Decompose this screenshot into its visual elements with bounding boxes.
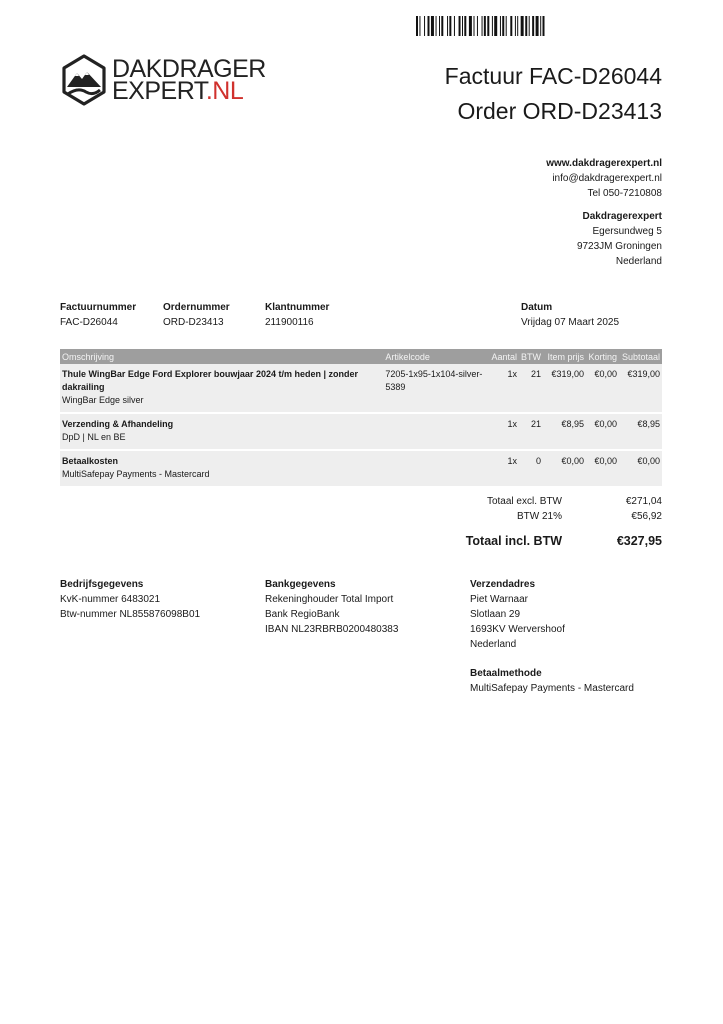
website-link[interactable]: www.dakdragerexpert.nl	[546, 158, 662, 169]
row-description	[60, 364, 383, 413]
contact-block	[546, 156, 662, 201]
row-subtotal: €8,95	[619, 413, 662, 450]
row-price: €319,00	[543, 364, 586, 413]
table-header-row	[60, 349, 662, 364]
sender-street: Egersundweg 5	[592, 226, 662, 237]
row-discount: €0,00	[586, 450, 619, 486]
row-code	[383, 450, 489, 486]
vat-value: €56,92	[631, 511, 662, 522]
items-table	[60, 349, 662, 486]
item-subtitle: MultiSafepay Payments - Mastercard	[62, 469, 210, 479]
meta-order-number	[163, 300, 230, 330]
meta-value: Vrijdag 07 Maart 2025	[521, 317, 620, 328]
totals-block	[412, 494, 662, 550]
order-title: Order ORD-D23413	[457, 98, 662, 124]
total-incl-row	[412, 532, 662, 550]
col-item-price: Item prijs	[543, 349, 586, 364]
vat-number: Btw-nummer NL855876098B01	[60, 609, 201, 620]
item-title: Betaalkosten	[62, 456, 119, 466]
item-title: Verzending & Afhandeling	[62, 419, 174, 429]
row-discount: €0,00	[586, 364, 619, 413]
bank-label: Bankgegevens	[265, 579, 336, 590]
col-discount: Korting	[586, 349, 619, 364]
row-price: €8,95	[543, 413, 586, 450]
logo-line2: EXPERT	[112, 77, 206, 105]
sender-country: Nederland	[615, 256, 662, 267]
meta-invoice-number	[60, 300, 136, 330]
shipping-address	[470, 577, 634, 696]
kvk-number: KvK-nummer 6483021	[60, 594, 161, 605]
row-code: 7205-1x95-1x104-silver-5389	[383, 364, 489, 413]
meta-label: Klantnummer	[265, 302, 330, 313]
row-vat: 21	[519, 364, 543, 413]
row-qty: 1x	[489, 450, 519, 486]
row-qty: 1x	[489, 364, 519, 413]
row-code	[383, 413, 489, 450]
shipping-country: Nederland	[470, 639, 517, 650]
table-row	[60, 413, 662, 450]
row-description	[60, 450, 383, 486]
bank-details	[265, 577, 398, 637]
vat-label: BTW 21%	[516, 511, 562, 522]
col-article-code: Artikelcode	[383, 349, 489, 364]
total-incl-label: Totaal incl. BTW	[465, 534, 562, 548]
meta-customer-number	[265, 300, 329, 330]
email-link[interactable]: info@dakdragerexpert.nl	[552, 173, 662, 184]
col-quantity: Aantal	[489, 349, 519, 364]
row-discount: €0,00	[586, 413, 619, 450]
shipping-street: Slotlaan 29	[470, 609, 521, 620]
col-vat: BTW	[519, 349, 543, 364]
phone-number: Tel 050-7210808	[587, 188, 662, 199]
invoice-title: Factuur FAC-D26044	[444, 63, 662, 89]
row-price: €0,00	[543, 450, 586, 486]
shipping-city: 1693KV Wervershoof	[470, 624, 565, 635]
meta-label: Ordernummer	[163, 302, 230, 313]
total-excl-value: €271,04	[625, 496, 662, 507]
sender-city: 9723JM Groningen	[576, 241, 662, 252]
col-description: Omschrijving	[60, 349, 383, 364]
company-details	[60, 577, 200, 622]
item-title: Thule WingBar Edge Ford Explorer bouwjaar 2024 t/m heden | zonder dakrailing	[62, 369, 358, 392]
shipping-name: Piet Warnaar	[470, 594, 528, 605]
row-vat: 21	[519, 413, 543, 450]
logo-wordmark	[112, 55, 266, 105]
shipping-label: Verzendadres	[470, 579, 536, 590]
barcode	[416, 16, 662, 36]
item-subtitle: WingBar Edge silver	[62, 395, 144, 405]
meta-value: 211900116	[265, 317, 314, 328]
row-subtotal: €0,00	[619, 450, 662, 486]
total-excl-label: Totaal excl. BTW	[486, 496, 562, 507]
vat-row	[412, 509, 662, 524]
item-subtitle: DpD | NL en BE	[62, 432, 126, 442]
meta-date	[521, 300, 619, 330]
payment-method: MultiSafepay Payments - Mastercard	[470, 683, 634, 694]
logo-line1: DAKDRAGER	[112, 55, 266, 83]
meta-value: FAC-D26044	[60, 317, 118, 328]
iban: IBAN NL23RBRB0200480383	[265, 624, 399, 635]
sender-address	[577, 209, 662, 269]
meta-label: Datum	[521, 302, 553, 313]
row-vat: 0	[519, 450, 543, 486]
row-qty: 1x	[489, 413, 519, 450]
row-subtotal: €319,00	[619, 364, 662, 413]
table-row	[60, 364, 662, 413]
account-holder: Rekeninghouder Total Import	[265, 594, 394, 605]
total-excl-row	[412, 494, 662, 509]
sender-name: Dakdragerexpert	[582, 211, 662, 222]
logo-line2-suffix: .NL	[205, 77, 244, 105]
payment-label: Betaalmethode	[470, 668, 542, 679]
table-row	[60, 450, 662, 486]
bank-name: Bank RegioBank	[265, 609, 340, 620]
company-label: Bedrijfsgegevens	[60, 579, 144, 590]
col-subtotal: Subtotaal	[619, 349, 662, 364]
row-description	[60, 413, 383, 450]
meta-value: ORD-D23413	[163, 317, 224, 328]
meta-label: Factuurnummer	[60, 302, 137, 313]
total-incl-value: €327,95	[616, 534, 662, 548]
